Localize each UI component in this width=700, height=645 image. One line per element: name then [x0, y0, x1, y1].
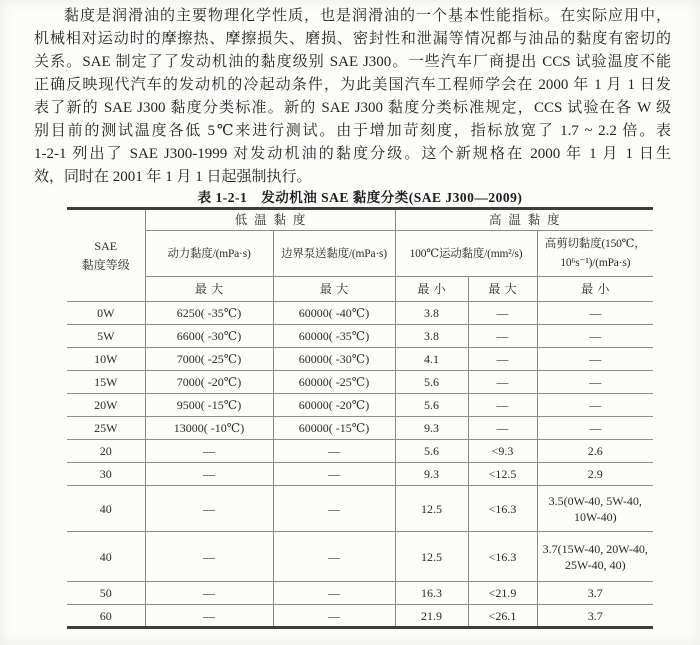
paragraph-line: 效，同时在 2001 年 1 月 1 日起强制执行。	[34, 169, 312, 185]
sae-grade-cell: 0W	[67, 302, 145, 325]
value-cell: <12.5	[468, 463, 537, 486]
header-limit-max-kinematic: 最大	[468, 277, 537, 302]
value-cell: 21.9	[395, 605, 468, 628]
value-cell: <21.9	[468, 582, 537, 605]
table-row	[67, 532, 653, 582]
value-cell: —	[468, 302, 537, 325]
value-cell: —	[537, 417, 653, 440]
table-row	[67, 325, 653, 348]
value-cell: 3.7	[537, 605, 653, 628]
sae-grade-cell: 20W	[67, 394, 145, 417]
value-cell: —	[273, 486, 395, 532]
header-dynamic-viscosity: 动力黏度/(mPa·s)	[145, 231, 273, 277]
sae-grade-cell: 40	[67, 486, 145, 532]
sae-viscosity-table	[67, 207, 653, 629]
paragraph-line: 表了新的 SAE J300 黏度分类标准。新的 SAE J300 黏度分类标准规定，CCS 试验在各 W 级	[34, 100, 671, 116]
header-row-groups	[67, 209, 653, 231]
value-cell: —	[537, 394, 653, 417]
table-body	[67, 302, 653, 628]
value-cell: 7000( -20℃)	[145, 371, 273, 394]
table-row	[67, 394, 653, 417]
header-low-temp-group: 低温黏度	[145, 209, 395, 231]
value-cell: 16.3	[395, 582, 468, 605]
sae-grade-cell: 60	[67, 605, 145, 628]
table-row	[67, 440, 653, 463]
sae-grade-cell: 15W	[67, 371, 145, 394]
value-cell: —	[273, 532, 395, 582]
value-cell: 7000( -25℃)	[145, 348, 273, 371]
sae-grade-cell: 25W	[67, 417, 145, 440]
value-cell: —	[537, 302, 653, 325]
header-limit-max-dynamic: 最大	[145, 277, 273, 302]
value-cell: <16.3	[468, 486, 537, 532]
paragraph-line: 关系。SAE 制定了了发动机油的黏度级别 SAE J300。一些汽车厂商提出 CCS 试验温度不能	[34, 54, 671, 70]
sae-grade-cell: 40	[67, 532, 145, 582]
value-cell: 5.6	[395, 394, 468, 417]
table-row	[67, 371, 653, 394]
value-cell: 9.3	[395, 463, 468, 486]
sae-grade-cell: 10W	[67, 348, 145, 371]
value-cell: —	[468, 325, 537, 348]
value-cell: —	[537, 325, 653, 348]
header-limit-max-pumping: 最大	[273, 277, 395, 302]
value-cell: —	[468, 348, 537, 371]
table-row	[67, 605, 653, 628]
value-cell: <16.3	[468, 532, 537, 582]
header-limit-min-kinematic: 最小	[395, 277, 468, 302]
table-row	[67, 417, 653, 440]
table-caption: 表 1-2-1 发动机油 SAE 黏度分类(SAE J300—2009)	[197, 190, 523, 205]
value-cell: —	[468, 371, 537, 394]
value-cell: 60000( -20℃)	[273, 394, 395, 417]
value-cell: —	[468, 394, 537, 417]
value-cell: —	[145, 486, 273, 532]
header-pumping-viscosity: 边界泵送黏度/(mPa·s)	[273, 231, 395, 277]
value-cell: —	[468, 417, 537, 440]
value-cell: —	[145, 582, 273, 605]
table-row	[67, 582, 653, 605]
value-cell: 60000( -35℃)	[273, 325, 395, 348]
value-cell: 3.5(0W-40, 5W-40, 10W-40)	[537, 486, 653, 532]
header-sae-grade	[67, 209, 145, 302]
value-cell: —	[273, 605, 395, 628]
value-cell: 3.8	[395, 302, 468, 325]
header-kinematic-viscosity: 100℃运动黏度/(mm²/s)	[395, 231, 537, 277]
value-cell: 60000( -15℃)	[273, 417, 395, 440]
value-cell: —	[145, 605, 273, 628]
sae-grade-cell: 20	[67, 440, 145, 463]
value-cell: —	[537, 371, 653, 394]
value-cell: 2.9	[537, 463, 653, 486]
paragraph-line: 别目前的测试温度各低 5℃来进行测试。由于增加苛刻度，指标放宽了 1.7 ~ 2.2 倍。表	[34, 123, 671, 139]
value-cell: 2.6	[537, 440, 653, 463]
intro-paragraph	[34, 5, 671, 189]
value-cell: <26.1	[468, 605, 537, 628]
paragraph-line: 机械相对运动时的摩擦热、摩擦损失、磨损、密封性和泄漏等情况都与油品的黏度有密切的	[34, 31, 671, 47]
sae-grade-cell: 50	[67, 582, 145, 605]
header-high-temp-group: 高温黏度	[395, 209, 653, 231]
value-cell: —	[537, 348, 653, 371]
value-cell: 60000( -25℃)	[273, 371, 395, 394]
value-cell: —	[273, 440, 395, 463]
value-cell: 13000( -10℃)	[145, 417, 273, 440]
table-row	[67, 302, 653, 325]
paragraph-line: 正确反映现代汽车的发动机的冷起动条件，为此美国汽车工程师学会在 2000 年 1 月 1 日发	[34, 77, 671, 93]
table-row	[67, 348, 653, 371]
paragraph-line: 黏度是润滑油的主要物理化学性质，也是润滑油的一个基本性能指标。在实际应用中，	[64, 8, 671, 24]
header-limit-min-shear: 最小	[537, 277, 653, 302]
header-shear-viscosity: 高剪切黏度(150℃，10⁶s⁻¹)/(mPa·s)	[537, 231, 653, 277]
header-sae-grade-line2: 黏度等级	[81, 257, 130, 272]
paragraph-line: 1-2-1 列出了 SAE J300-1999 对发动机油的黏度分级。这个新规格在 2000 年 1 月 1 日生	[34, 146, 671, 162]
value-cell: 60000( -30℃)	[273, 348, 395, 371]
header-row-properties	[67, 231, 653, 277]
value-cell: 6600( -30℃)	[145, 325, 273, 348]
value-cell: —	[145, 440, 273, 463]
sae-grade-cell: 5W	[67, 325, 145, 348]
value-cell: —	[273, 582, 395, 605]
value-cell: <9.3	[468, 440, 537, 463]
value-cell: 9.3	[395, 417, 468, 440]
header-sae-grade-line1: SAE	[94, 238, 118, 253]
value-cell: 12.5	[395, 532, 468, 582]
sae-grade-cell: 30	[67, 463, 145, 486]
value-cell: 5.6	[395, 371, 468, 394]
value-cell: 60000( -40℃)	[273, 302, 395, 325]
value-cell: 3.8	[395, 325, 468, 348]
value-cell: 6250( -35℃)	[145, 302, 273, 325]
value-cell: 3.7(15W-40, 20W-40, 25W-40, 40)	[537, 532, 653, 582]
value-cell: —	[273, 463, 395, 486]
value-cell: —	[145, 463, 273, 486]
value-cell: 5.6	[395, 440, 468, 463]
value-cell: 4.1	[395, 348, 468, 371]
table-row	[67, 486, 653, 532]
header-row-limits	[67, 277, 653, 302]
value-cell: 9500( -15℃)	[145, 394, 273, 417]
value-cell: —	[145, 532, 273, 582]
table-row	[67, 463, 653, 486]
value-cell: 3.7	[537, 582, 653, 605]
value-cell: 12.5	[395, 486, 468, 532]
